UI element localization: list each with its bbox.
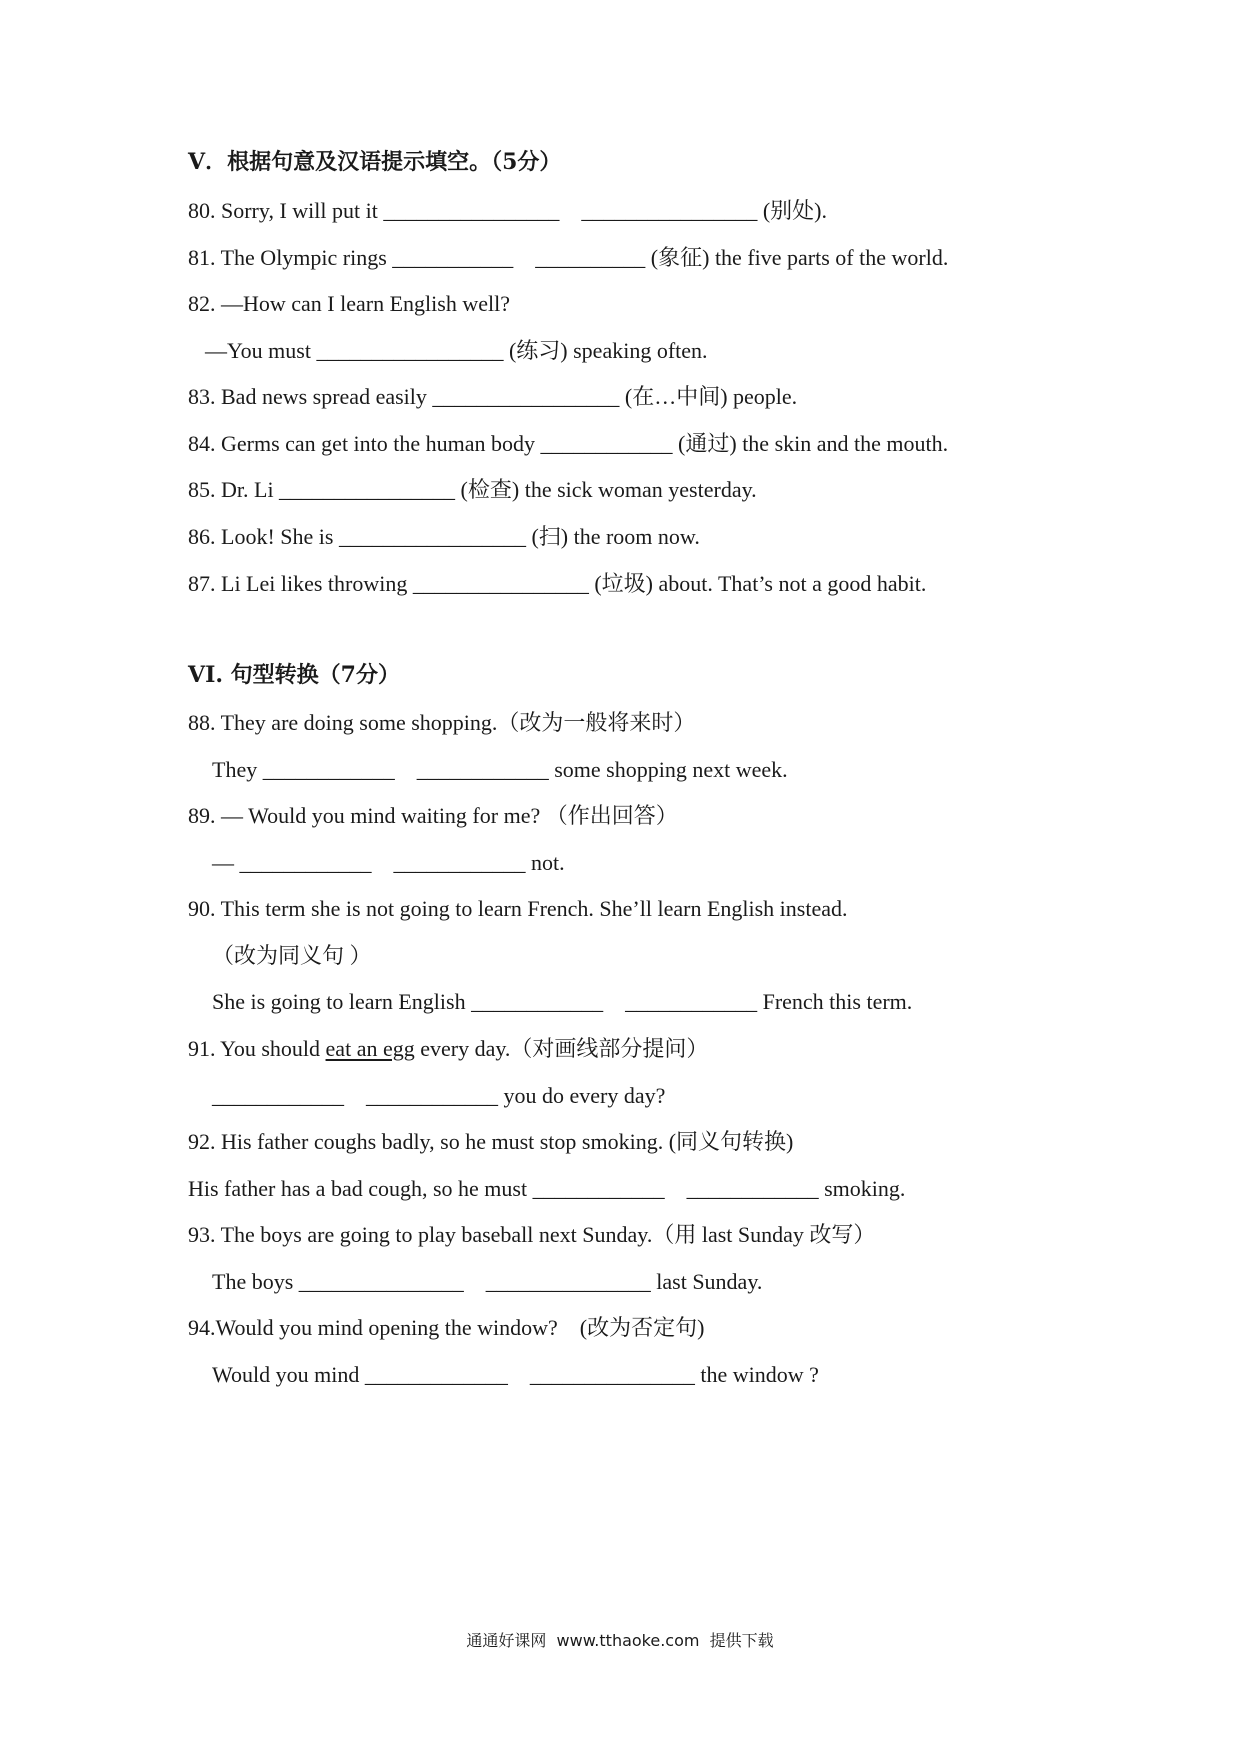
question-82-response: —You must _________________ (练习) speaking often. — [205, 338, 708, 363]
question-92: 92. His father coughs badly, so he must stop smoking. (同义句转换) — [188, 1129, 794, 1154]
section-6-heading: VI. 句型转换（7分） — [188, 662, 400, 688]
section-5-heading: V．根据句意及汉语提示填空。（5分） — [188, 149, 562, 175]
question-86: 86. Look! She is _________________ (扫) the room now. — [188, 524, 700, 549]
question-85: 85. Dr. Li ________________ (检查) the sick woman yesterday. — [188, 477, 757, 502]
question-91-underlined-phrase: eat an egg — [325, 1036, 415, 1061]
question-93: 93. The boys are going to play baseball next Sunday.（用 last Sunday 改写） — [188, 1222, 876, 1247]
question-89-answer: — ____________ ____________ not. — [212, 850, 565, 875]
page-footer: 通通好课网 www.tthaoke.com 提供下载 — [466, 1631, 774, 1650]
question-82: 82. —How can I learn English well? — [188, 291, 510, 316]
question-89: 89. — Would you mind waiting for me? （作出回答） — [188, 803, 678, 828]
question-91-prefix: 91. You should — [188, 1036, 326, 1061]
question-84: 84. Germs can get into the human body ____________ (通过) the skin and the mouth. — [188, 431, 949, 456]
question-90: 90. This term she is not going to learn French. She’ll learn English instead. — [188, 896, 848, 921]
question-88: 88. They are doing some shopping.（改为一般将来时） — [188, 710, 696, 735]
question-93-answer: The boys _______________ _______________ last Sunday. — [212, 1269, 763, 1294]
question-91 — [188, 1034, 708, 1064]
question-92-answer: His father has a bad cough, so he must ____________ ____________ smoking. — [188, 1176, 906, 1201]
question-87: 87. Li Lei likes throwing ________________ (垃圾) about. That’s not a good habit. — [188, 571, 927, 596]
question-90-answer: She is going to learn English ____________ ____________ French this term. — [212, 989, 913, 1014]
question-94-answer: Would you mind _____________ _______________ the window ? — [212, 1362, 819, 1387]
question-83: 83. Bad news spread easily _________________ (在…中间) people. — [188, 384, 798, 409]
question-94: 94.Would you mind opening the window? (改为否定句) — [188, 1315, 705, 1340]
question-91-answer: ____________ ____________ you do every day? — [212, 1083, 666, 1108]
question-88-answer: They ____________ ____________ some shopping next week. — [212, 757, 788, 782]
question-80: 80. Sorry, I will put it ________________ ________________ (别处). — [188, 198, 827, 223]
question-81: 81. The Olympic rings ___________ __________ (象征) the five parts of the world. — [188, 245, 949, 270]
question-90-note: （改为同义句 ） — [212, 943, 372, 968]
question-91-suffix: every day.（对画线部分提问） — [414, 1036, 709, 1061]
